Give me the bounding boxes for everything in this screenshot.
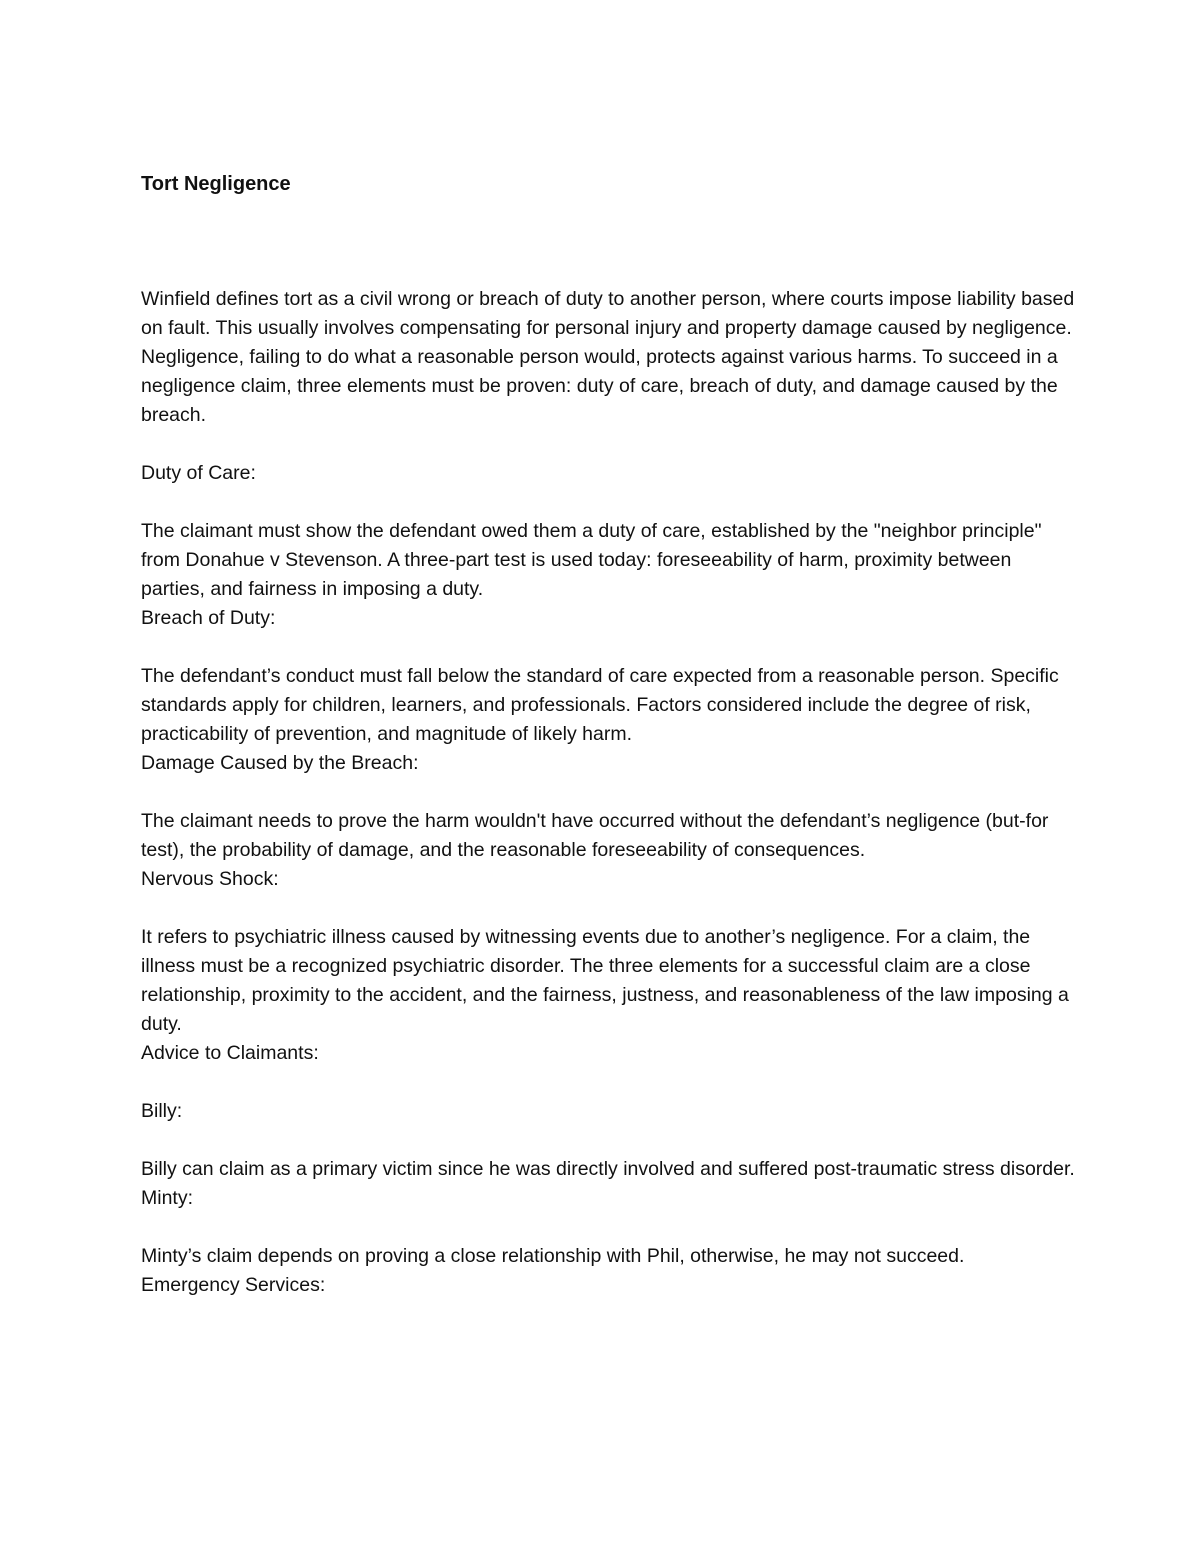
section-body-damage: The claimant needs to prove the harm wouldn't have occurred without the defendant’s negligence (but-for test), the probability of damage, and the reasonable foreseeability of consequences. bbox=[141, 810, 1049, 861]
spacer bbox=[141, 1068, 1080, 1097]
section-body-breach-of-duty: The defendant’s conduct must fall below the standard of care expected from a reasonable person. Specific standards apply for children, learners, and professionals. Factors considered include the degree of risk, practicability of prevention, and magnitude of likely harm. bbox=[141, 665, 1059, 745]
section-heading-breach-of-duty: Breach of Duty: bbox=[141, 607, 276, 629]
section-body-duty-of-care: The claimant must show the defendant owed them a duty of care, established by the "neighbor principle" from Donahue v Stevenson. A three-part test is used today: foreseeability of harm, proximity between parties, and fairness in imposing a duty. bbox=[141, 520, 1042, 600]
spacer bbox=[141, 430, 1080, 459]
spacer bbox=[141, 633, 1080, 662]
spacer bbox=[141, 894, 1080, 923]
section-heading-advice: Advice to Claimants: bbox=[141, 1042, 319, 1064]
section-heading-emergency-services: Emergency Services: bbox=[141, 1274, 326, 1296]
section-heading-duty-of-care: Duty of Care: bbox=[141, 462, 256, 484]
spacer bbox=[141, 488, 1080, 517]
section-heading-nervous-shock: Nervous Shock: bbox=[141, 868, 279, 890]
section-heading-minty: Minty: bbox=[141, 1187, 194, 1209]
spacer bbox=[141, 1126, 1080, 1155]
section-body-billy: Billy can claim as a primary victim since he was directly involved and suffered post-traumatic stress disorder. bbox=[141, 1158, 1075, 1180]
document-title: Tort Negligence bbox=[141, 173, 291, 195]
section-body-nervous-shock: It refers to psychiatric illness caused by witnessing events due to another’s negligence. For a claim, the illness must be a recognized psychiatric disorder. The three elements for a successful claim are a close relationship, proximity to the accident, and the fairness, justness, and reasonableness of the law imposing a duty. bbox=[141, 926, 1069, 1035]
spacer bbox=[141, 778, 1080, 807]
section-body-minty: Minty’s claim depends on proving a close relationship with Phil, otherwise, he may not succeed. bbox=[141, 1245, 965, 1267]
section-heading-billy: Billy: bbox=[141, 1100, 183, 1122]
intro-paragraph: Winfield defines tort as a civil wrong or breach of duty to another person, where courts impose liability based on fault. This usually involves compensating for personal injury and property damage caused by negligence. Negligence, failing to do what a reasonable person would, protects against various harms. To succeed in a negligence claim, three elements must be proven: duty of care, breach of duty, and damage caused by the breach. bbox=[141, 288, 1075, 426]
spacer bbox=[141, 1213, 1080, 1242]
section-heading-damage: Damage Caused by the Breach: bbox=[141, 752, 419, 774]
